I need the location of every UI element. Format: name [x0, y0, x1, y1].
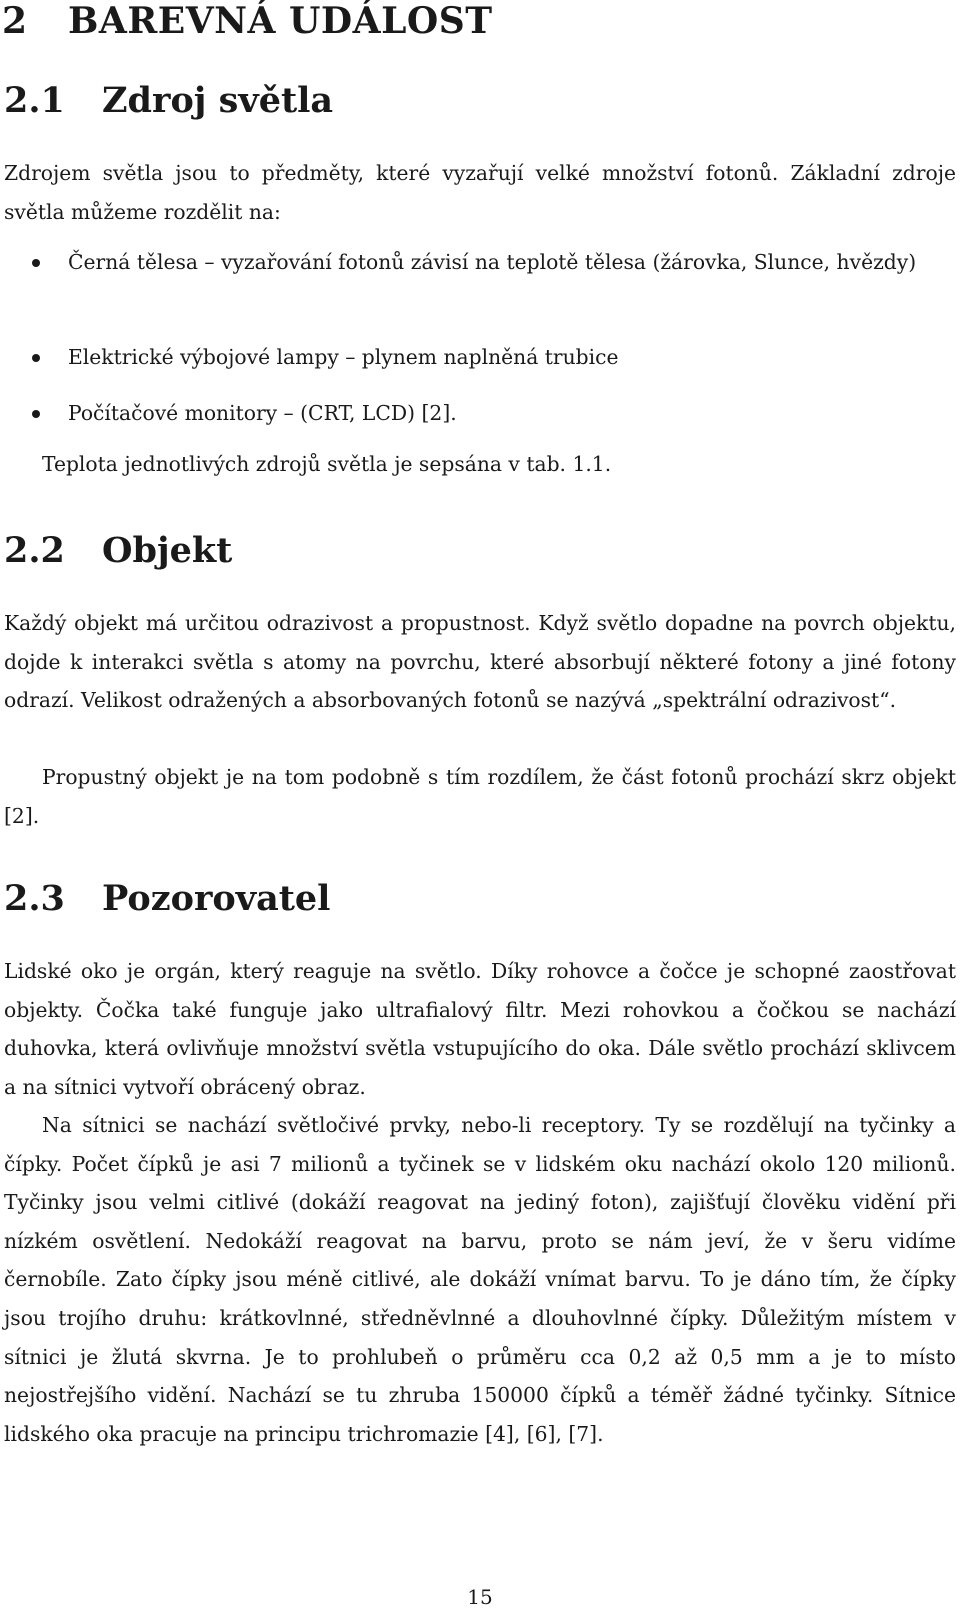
list-item — [68, 394, 938, 433]
chapter-heading — [2, 0, 493, 42]
chapter-title: BAREVNÁ UDÁLOST — [68, 0, 493, 42]
paragraph-light-source-intro: Zdrojem světla jsou to předměty, které vyzařují velké množství fotonů. Základní zdroje světla můžeme rozdělit na: — [4, 161, 956, 224]
paragraph-eye-anatomy: Lidské oko je orgán, který reaguje na světlo. Díky rohovce a čočce je schopné zaostřovat objekty. Čočka také funguje jako ultrafialový filtr. Mezi rohovkou a čočkou se nachází duhovka, která ovlivňuje množství světla vstupujícího do oka. Dále světlo prochází sklivcem a na sítnici vytvoří obrácený obraz. — [4, 959, 956, 1099]
section-title: Zdroj světla — [102, 80, 334, 121]
list-item — [68, 338, 938, 377]
bullet-icon — [32, 354, 40, 362]
section-number: 2.3 — [4, 878, 65, 919]
paragraph-object-transmittance: Propustný objekt je na tom podobně s tím rozdílem, že část fotonů prochází skrz objekt [2]. — [4, 765, 956, 828]
bullet-icon — [32, 259, 40, 267]
paragraph-temperature-note: Teplota jednotlivých zdrojů světla je sepsána v tab. 1.1. — [42, 452, 612, 476]
section-heading-objekt — [4, 530, 232, 571]
section-number: 2.2 — [4, 530, 65, 571]
paragraph-object-reflectance: Každý objekt má určitou odrazivost a propustnost. Když světlo dopadne na povrch objektu, dojde k interakci světla s atomy na povrchu, které absorbují některé fotony a jiné fotony odrazí. Velikost odražených a absorbovaných fotonů se nazývá „spektrální odrazivost“. — [4, 611, 956, 713]
list-item-text: Elektrické výbojové lampy – plynem naplněná trubice — [68, 345, 619, 369]
section-title: Pozorovatel — [102, 878, 331, 919]
list-item-text: Černá tělesa – vyzařování fotonů závisí na teplotě tělesa (žárovka, Slunce, hvězdy) — [68, 250, 917, 274]
paragraph-retina-receptors: Na sítnici se nachází světločivé prvky, nebo-li receptory. Ty se rozdělují na tyčinky a čípky. Počet čípků je asi 7 milionů a tyčinek se v lidském oku nachází okolo 120 milionů. Tyčinky jsou velmi citlivé (dokáží reagovat na jediný foton), zajišťují člověku vidění při nízkém osvětlení. Nedokáží reagovat na barvu, proto se nám jeví, že v šeru vidíme černobíle. Zato čípky jsou méně citlivé, ale dokáží vnímat barvu. To je dáno tím, že čípky jsou trojího druhu: krátkovlnné, středněvlnné a dlouhovlnné čípky. Důležitým místem v sítnici je žlutá skvrna. Je to prohlubeň o průměru cca 0,2 až 0,5 mm a je to místo nejostřejšího vidění. Nachází se tu zhruba 150000 čípků a téměř žádné tyčinky. Sítnice lidského oka pracuje na principu trichromazie [4], [6], [7]. — [4, 1113, 956, 1446]
list-item — [68, 243, 938, 282]
bullet-icon — [32, 410, 40, 418]
section-heading-pozorovatel — [4, 878, 330, 919]
chapter-number: 2 — [2, 0, 28, 42]
page-number: 15 — [467, 1585, 493, 1609]
section-number: 2.1 — [4, 80, 65, 121]
section-heading-zdroj-svetla — [4, 80, 333, 121]
list-item-text: Počítačové monitory – (CRT, LCD) [2]. — [68, 401, 457, 425]
section-title: Objekt — [102, 530, 233, 571]
